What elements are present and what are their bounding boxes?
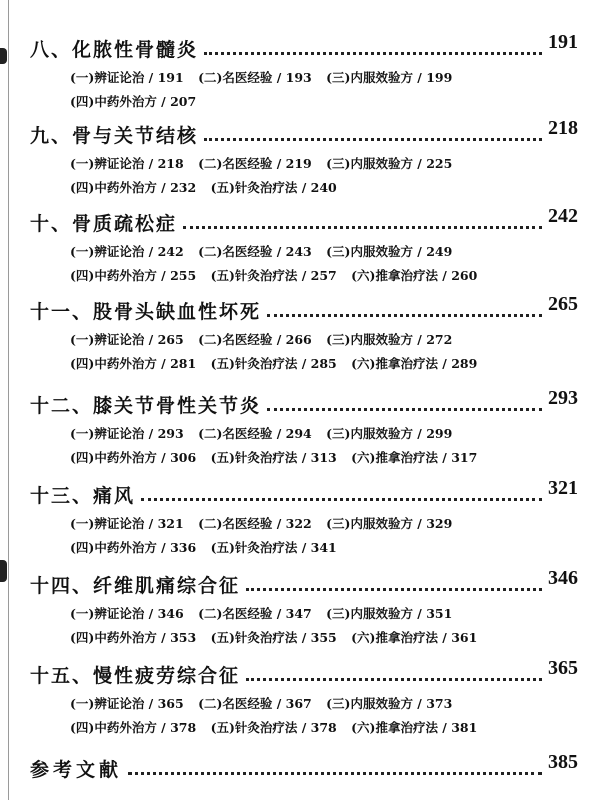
toc-references	[30, 750, 578, 782]
subsection-entry[interactable]: (五)针灸治疗法 / 285	[210, 356, 337, 371]
subsection-entry[interactable]: (三)内服效验方 / 299	[326, 426, 453, 441]
references-page-number: 385	[548, 751, 578, 773]
subsection-entry[interactable]: (二)名医经验 / 243	[198, 244, 312, 259]
subsection-entry[interactable]: (六)推拿治疗法 / 260	[351, 268, 478, 283]
leader-dots	[267, 314, 542, 317]
section-page-number: 365	[548, 657, 578, 679]
toc-section	[30, 292, 578, 376]
subsection-line	[70, 240, 578, 264]
subsection-line	[70, 602, 578, 626]
subsection-entry[interactable]: (一)辨证论治 / 265	[70, 332, 184, 347]
subsection-entry[interactable]: (一)辨证论治 / 191	[70, 70, 184, 85]
subsection-entry[interactable]: (五)针灸治疗法 / 355	[210, 630, 337, 645]
section-heading[interactable]	[30, 476, 578, 508]
section-heading[interactable]	[30, 204, 578, 236]
subsection-entry[interactable]: (六)推拿治疗法 / 289	[351, 356, 478, 371]
subsection-line	[70, 692, 578, 716]
scan-blot	[0, 560, 7, 582]
subsection-entry[interactable]: (一)辨证论治 / 346	[70, 606, 184, 621]
subsection-entry[interactable]: (一)辨证论治 / 293	[70, 426, 184, 441]
subsection-entry[interactable]: (一)辨证论治 / 321	[70, 516, 184, 531]
section-page-number: 265	[548, 293, 578, 315]
subsection-line	[70, 328, 578, 352]
toc-section	[30, 30, 578, 114]
subsection-entry[interactable]: (三)内服效验方 / 225	[326, 156, 453, 171]
subsection-entry[interactable]: (四)中药外治方 / 336	[70, 540, 197, 555]
subsection-entry[interactable]: (一)辨证论治 / 218	[70, 156, 184, 171]
section-title: 十一、股骨头缺血性坏死	[30, 301, 262, 323]
subsection-entry[interactable]: (二)名医经验 / 367	[198, 696, 312, 711]
section-page-number: 346	[548, 567, 578, 589]
subsection-entry[interactable]: (六)推拿治疗法 / 317	[351, 450, 478, 465]
subsection-entry[interactable]: (二)名医经验 / 322	[198, 516, 312, 531]
subsection-list	[30, 422, 578, 470]
subsection-list	[30, 512, 578, 560]
subsection-list	[30, 66, 578, 114]
leader-dots	[183, 226, 542, 229]
subsection-entry[interactable]: (四)中药外治方 / 232	[70, 180, 197, 195]
subsection-entry[interactable]: (三)内服效验方 / 249	[326, 244, 453, 259]
subsection-entry[interactable]: (三)内服效验方 / 272	[326, 332, 453, 347]
subsection-entry[interactable]: (一)辨证论治 / 242	[70, 244, 184, 259]
leader-dots	[128, 772, 542, 775]
subsection-entry[interactable]: (三)内服效验方 / 351	[326, 606, 453, 621]
section-title: 八、化脓性骨髓炎	[30, 39, 199, 61]
subsection-entry[interactable]: (四)中药外治方 / 207	[70, 94, 197, 109]
toc-section	[30, 656, 578, 740]
references-heading[interactable]	[30, 750, 578, 782]
subsection-line	[70, 352, 578, 376]
subsection-entry[interactable]: (五)针灸治疗法 / 240	[210, 180, 337, 195]
subsection-entry[interactable]: (二)名医经验 / 347	[198, 606, 312, 621]
subsection-entry[interactable]: (五)针灸治疗法 / 257	[210, 268, 337, 283]
toc-section	[30, 116, 578, 200]
subsection-entry[interactable]: (一)辨证论治 / 365	[70, 696, 184, 711]
subsection-entry[interactable]: (五)针灸治疗法 / 341	[210, 540, 337, 555]
leader-dots	[246, 588, 542, 591]
subsection-line	[70, 264, 578, 288]
section-heading[interactable]	[30, 292, 578, 324]
subsection-entry[interactable]: (五)针灸治疗法 / 313	[210, 450, 337, 465]
subsection-entry[interactable]: (六)推拿治疗法 / 361	[351, 630, 478, 645]
section-title: 九、骨与关节结核	[30, 125, 199, 147]
section-page-number: 242	[548, 205, 578, 227]
subsection-entry[interactable]: (五)针灸治疗法 / 378	[210, 720, 337, 735]
subsection-line	[70, 422, 578, 446]
subsection-entry[interactable]: (二)名医经验 / 266	[198, 332, 312, 347]
leader-dots	[267, 408, 542, 411]
subsection-line	[70, 90, 578, 114]
subsection-entry[interactable]: (四)中药外治方 / 255	[70, 268, 197, 283]
subsection-entry[interactable]: (四)中药外治方 / 378	[70, 720, 197, 735]
section-page-number: 293	[548, 387, 578, 409]
subsection-entry[interactable]: (六)推拿治疗法 / 381	[351, 720, 478, 735]
page-margin-line	[8, 0, 9, 800]
section-heading[interactable]	[30, 30, 578, 62]
leader-dots	[204, 138, 542, 141]
subsection-entry[interactable]: (四)中药外治方 / 281	[70, 356, 197, 371]
subsection-entry[interactable]: (三)内服效验方 / 199	[326, 70, 453, 85]
subsection-entry[interactable]: (二)名医经验 / 219	[198, 156, 312, 171]
subsection-list	[30, 602, 578, 650]
section-title: 十、骨质疏松症	[30, 213, 178, 235]
scan-blot	[0, 48, 7, 64]
subsection-entry[interactable]: (二)名医经验 / 294	[198, 426, 312, 441]
subsection-line	[70, 66, 578, 90]
subsection-line	[70, 536, 578, 560]
subsection-list	[30, 328, 578, 376]
subsection-entry[interactable]: (三)内服效验方 / 329	[326, 516, 453, 531]
subsection-entry[interactable]: (四)中药外治方 / 353	[70, 630, 197, 645]
section-title: 十五、慢性疲劳综合征	[30, 665, 241, 687]
section-title: 十二、膝关节骨性关节炎	[30, 395, 262, 417]
section-page-number: 321	[548, 477, 578, 499]
section-title: 十四、纤维肌痛综合征	[30, 575, 241, 597]
subsection-list	[30, 240, 578, 288]
subsection-line	[70, 512, 578, 536]
toc-section	[30, 476, 578, 560]
leader-dots	[141, 498, 542, 501]
toc-section	[30, 566, 578, 650]
section-title: 十三、痛风	[30, 485, 136, 507]
toc-section	[30, 204, 578, 288]
subsection-list	[30, 692, 578, 740]
subsection-entry[interactable]: (二)名医经验 / 193	[198, 70, 312, 85]
subsection-line	[70, 626, 578, 650]
subsection-list	[30, 152, 578, 200]
section-heading[interactable]	[30, 566, 578, 598]
section-heading[interactable]	[30, 656, 578, 688]
subsection-line	[70, 152, 578, 176]
leader-dots	[204, 52, 542, 55]
section-page-number: 218	[548, 117, 578, 139]
toc-section	[30, 386, 578, 470]
section-heading[interactable]	[30, 116, 578, 148]
subsection-entry[interactable]: (三)内服效验方 / 373	[326, 696, 453, 711]
subsection-entry[interactable]: (四)中药外治方 / 306	[70, 450, 197, 465]
subsection-line	[70, 446, 578, 470]
subsection-line	[70, 176, 578, 200]
references-title: 参考文献	[30, 759, 123, 781]
section-heading[interactable]	[30, 386, 578, 418]
leader-dots	[246, 678, 542, 681]
section-page-number: 191	[548, 31, 578, 53]
subsection-line	[70, 716, 578, 740]
